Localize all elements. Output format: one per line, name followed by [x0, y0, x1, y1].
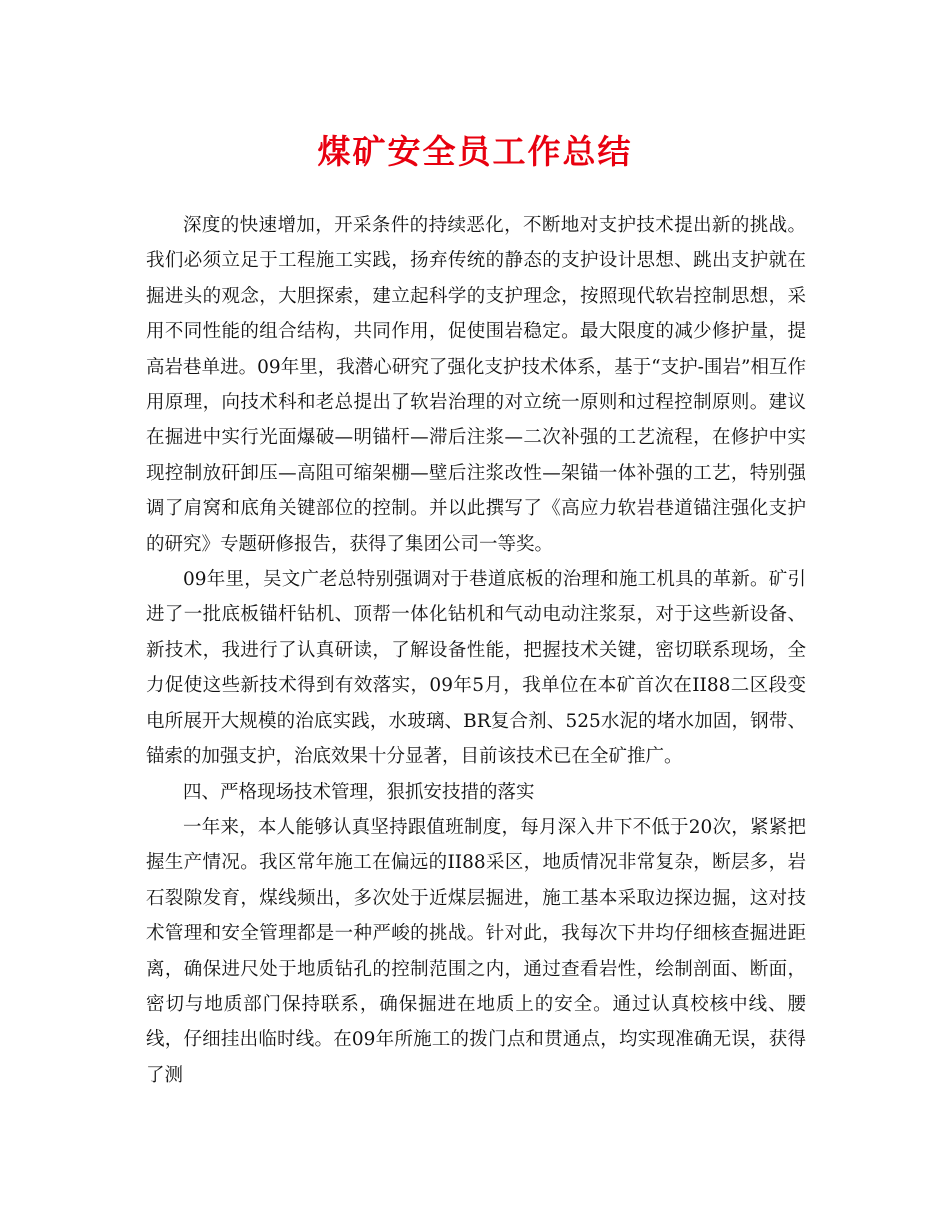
- paragraph-shift-duty: 一年来，本人能够认真坚持跟值班制度，每月深入井下不低于20次，紧紧把握生产情况。我区常年施工在偏远的II88采区，地质情况非常复杂，断层多，岩石裂隙发育，煤线频出，多次处于近煤层掘进，施工基本采取边探边掘，这对技术管理和安全管理都是一种严峻的挑战。针对此，我每次下井均仔细核查掘进距离，确保进尺处于地质钻孔的控制范围之内，通过查看岩性，绘制剖面、断面，密切与地质部门保持联系，确保掘进在地质上的安全。通过认真校核中线、腰线，仔细挂出临时线。在09年所施工的拨门点和贯通点，均实现准确无误，获得了测: [146, 816, 806, 1086]
- document-body: [146, 208, 806, 1093]
- section-heading-site-management: 四、严格现场技术管理，狠抓安技措的落实: [183, 781, 535, 803]
- paragraph-floor-treatment: 09年里，吴文广老总特别强调对于巷道底板的治理和施工机具的革新。矿引进了一批底板锚杆钻机、顶帮一体化钻机和气动电动注浆泵，对于这些新设备、新技术，我进行了认真研读，了解设备性能，把握技术关键，密切联系现场，全力促使这些新技术得到有效落实，09年5月，我单位在本矿首次在II88二区段变电所展开大规模的治底实践，水玻璃、BR复合剂、525水泥的堵水加固，钢带、锚索的加强支护，治底效果十分显著，目前该技术已在全矿推广。: [146, 569, 806, 768]
- paragraph-support-technology: 深度的快速增加，开采条件的持续恶化，不断地对支护技术提出新的挑战。我们必须立足于工程施工实践，扬弃传统的静态的支护设计思想、跳出支护就在掘进头的观念，大胆探索，建立起科学的支护理念，按照现代软岩控制思想，采用不同性能的组合结构，共同作用，促使围岩稳定。最大限度的减少修护量，提高岩巷单进。09年里，我潜心研究了强化支护技术体系，基于“支护-围岩”相互作用原理，向技术科和老总提出了软岩治理的对立统一原则和过程控制原则。建议在掘进中实行光面爆破—明锚杆—滞后注浆—二次补强的工艺流程，在修护中实现控制放矸卸压—高阻可缩架棚—壁后注浆改性—架锚一体补强的工艺，特别强调了肩窝和底角关键部位的控制。并以此撰写了《高应力软岩巷道锚注强化支护的研究》专题研修报告，获得了集团公司一等奖。: [146, 215, 806, 555]
- document-title: 煤矿安全员工作总结: [317, 132, 633, 171]
